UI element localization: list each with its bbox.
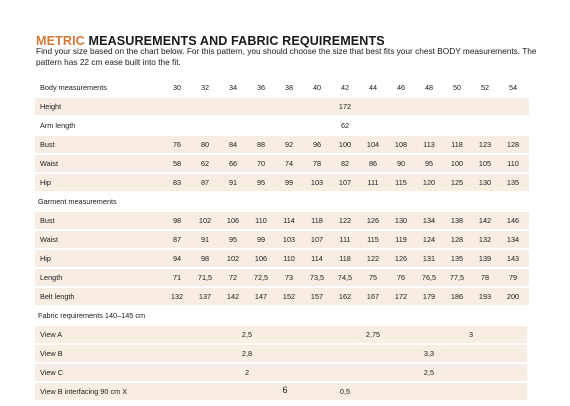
body-waist-label: Waist bbox=[35, 155, 163, 172]
size-cell: 52 bbox=[471, 79, 499, 96]
table-cell: 95 bbox=[219, 231, 247, 248]
table-cell: 146 bbox=[499, 212, 527, 229]
table-cell: 86 bbox=[359, 155, 387, 172]
fabric-header-row bbox=[35, 307, 529, 324]
body-bust-label: Bust bbox=[35, 136, 163, 153]
table-cell: 193 bbox=[471, 288, 499, 305]
garment-hip-label: Hip bbox=[35, 250, 163, 267]
size-cell: 48 bbox=[415, 79, 443, 96]
table-cell: 106 bbox=[219, 212, 247, 229]
body-waist-row bbox=[35, 155, 529, 172]
table-cell: 91 bbox=[191, 231, 219, 248]
table-cell: 113 bbox=[415, 136, 443, 153]
title-accent: METRIC bbox=[36, 34, 85, 48]
table-cell: 77,5 bbox=[443, 269, 471, 286]
table-cell: 102 bbox=[191, 212, 219, 229]
table-cell: 142 bbox=[471, 212, 499, 229]
table-cell: 75 bbox=[359, 269, 387, 286]
table-cell: 143 bbox=[499, 250, 527, 267]
table-cell: 106 bbox=[247, 250, 275, 267]
garment-bust-row bbox=[35, 212, 529, 229]
table-cell: 125 bbox=[443, 174, 471, 191]
table-cell: 107 bbox=[331, 174, 359, 191]
table-cell: 124 bbox=[415, 231, 443, 248]
table-cell: 76 bbox=[163, 136, 191, 153]
table-cell: 110 bbox=[247, 212, 275, 229]
table-cell: 134 bbox=[415, 212, 443, 229]
garment-hip-row bbox=[35, 250, 529, 267]
fabric-view-a-range-3: 3 bbox=[415, 326, 527, 343]
table-cell: 99 bbox=[275, 174, 303, 191]
size-cell: 36 bbox=[247, 79, 275, 96]
table-cell: 110 bbox=[499, 155, 527, 172]
table-cell: 138 bbox=[443, 212, 471, 229]
garment-length-row bbox=[35, 269, 529, 286]
table-cell: 98 bbox=[163, 212, 191, 229]
table-cell: 74 bbox=[275, 155, 303, 172]
table-cell: 134 bbox=[499, 231, 527, 248]
table-cell: 137 bbox=[191, 288, 219, 305]
table-cell: 111 bbox=[331, 231, 359, 248]
size-cell: 46 bbox=[387, 79, 415, 96]
table-cell: 132 bbox=[471, 231, 499, 248]
fabric-header-label: Fabric requirements 140–145 cm bbox=[35, 307, 527, 324]
table-cell: 72 bbox=[219, 269, 247, 286]
table-cell: 135 bbox=[499, 174, 527, 191]
table-cell: 98 bbox=[191, 250, 219, 267]
table-cell: 114 bbox=[303, 250, 331, 267]
size-cell: 40 bbox=[303, 79, 331, 96]
table-cell: 108 bbox=[387, 136, 415, 153]
fabric-view-c-label: View C bbox=[35, 364, 163, 381]
height-label: Height bbox=[35, 98, 163, 115]
height-row bbox=[35, 98, 529, 115]
fabric-view-b-row bbox=[35, 345, 529, 362]
table-cell: 167 bbox=[359, 288, 387, 305]
arm-length-label: Arm length bbox=[35, 117, 163, 134]
table-cell: 152 bbox=[275, 288, 303, 305]
table-cell: 126 bbox=[359, 212, 387, 229]
table-cell: 88 bbox=[247, 136, 275, 153]
table-cell: 115 bbox=[359, 231, 387, 248]
table-cell: 162 bbox=[331, 288, 359, 305]
size-cell: 34 bbox=[219, 79, 247, 96]
table-cell: 66 bbox=[219, 155, 247, 172]
table-cell: 100 bbox=[443, 155, 471, 172]
table-cell: 100 bbox=[331, 136, 359, 153]
garment-header-row bbox=[35, 193, 529, 210]
table-cell: 82 bbox=[331, 155, 359, 172]
body-header-row bbox=[35, 79, 529, 96]
garment-belt-row bbox=[35, 288, 529, 305]
table-cell: 111 bbox=[359, 174, 387, 191]
table-cell: 122 bbox=[331, 212, 359, 229]
body-hip-row bbox=[35, 174, 529, 191]
fabric-interfacing-label: View B interfacing 90 cm X bbox=[35, 383, 163, 400]
body-header-label: Body measurements bbox=[35, 79, 163, 96]
size-cell: 42 bbox=[331, 79, 359, 96]
table-cell: 126 bbox=[387, 250, 415, 267]
table-cell: 95 bbox=[247, 174, 275, 191]
table-cell: 95 bbox=[415, 155, 443, 172]
table-cell: 107 bbox=[303, 231, 331, 248]
garment-bust-label: Bust bbox=[35, 212, 163, 229]
table-cell: 114 bbox=[275, 212, 303, 229]
table-cell: 76 bbox=[387, 269, 415, 286]
table-cell: 90 bbox=[387, 155, 415, 172]
fabric-view-b-range-2: 3,3 bbox=[331, 345, 527, 362]
garment-waist-row bbox=[35, 231, 529, 248]
fabric-view-b-range-1: 2,8 bbox=[163, 345, 331, 362]
table-cell: 142 bbox=[219, 288, 247, 305]
page-number: 6 bbox=[282, 385, 288, 395]
table-cell: 94 bbox=[163, 250, 191, 267]
fabric-view-a-range-1: 2,5 bbox=[163, 326, 331, 343]
table-cell: 110 bbox=[275, 250, 303, 267]
garment-belt-label: Belt length bbox=[35, 288, 163, 305]
table-cell: 172 bbox=[387, 288, 415, 305]
table-cell: 123 bbox=[471, 136, 499, 153]
table-cell: 73,5 bbox=[303, 269, 331, 286]
garment-header-label: Garment measurements bbox=[35, 193, 527, 210]
table-cell: 135 bbox=[443, 250, 471, 267]
table-cell: 118 bbox=[331, 250, 359, 267]
size-cell: 50 bbox=[443, 79, 471, 96]
fabric-view-c-range-1: 2 bbox=[163, 364, 331, 381]
size-cell: 54 bbox=[499, 79, 527, 96]
table-cell: 87 bbox=[191, 174, 219, 191]
table-cell: 131 bbox=[415, 250, 443, 267]
fabric-view-c-row bbox=[35, 364, 529, 381]
body-hip-label: Hip bbox=[35, 174, 163, 191]
table-cell: 132 bbox=[163, 288, 191, 305]
table-cell: 79 bbox=[499, 269, 527, 286]
size-cell: 30 bbox=[163, 79, 191, 96]
table-cell: 91 bbox=[219, 174, 247, 191]
table-cell: 84 bbox=[219, 136, 247, 153]
table-cell: 76,5 bbox=[415, 269, 443, 286]
table-cell: 128 bbox=[443, 231, 471, 248]
table-cell: 87 bbox=[163, 231, 191, 248]
table-cell: 58 bbox=[163, 155, 191, 172]
fabric-view-a-range-2: 2,75 bbox=[331, 326, 415, 343]
fabric-view-c-range-2: 2,5 bbox=[331, 364, 527, 381]
table-cell: 83 bbox=[163, 174, 191, 191]
table-cell: 74,5 bbox=[331, 269, 359, 286]
table-cell: 99 bbox=[247, 231, 275, 248]
body-bust-row bbox=[35, 136, 529, 153]
table-cell: 102 bbox=[219, 250, 247, 267]
table-cell: 78 bbox=[471, 269, 499, 286]
table-cell: 118 bbox=[303, 212, 331, 229]
table-cell: 78 bbox=[303, 155, 331, 172]
title-rest: MEASUREMENTS AND FABRIC REQUIREMENTS bbox=[88, 34, 385, 48]
table-cell: 130 bbox=[471, 174, 499, 191]
height-value: 172 bbox=[163, 98, 527, 115]
table-cell: 186 bbox=[443, 288, 471, 305]
fabric-view-a-row bbox=[35, 326, 529, 343]
table-cell: 122 bbox=[359, 250, 387, 267]
fabric-view-a-label: View A bbox=[35, 326, 163, 343]
garment-waist-label: Waist bbox=[35, 231, 163, 248]
size-cell: 38 bbox=[275, 79, 303, 96]
table-cell: 72,5 bbox=[247, 269, 275, 286]
table-cell: 115 bbox=[387, 174, 415, 191]
size-cell: 44 bbox=[359, 79, 387, 96]
table-cell: 73 bbox=[275, 269, 303, 286]
table-cell: 128 bbox=[499, 136, 527, 153]
table-cell: 130 bbox=[387, 212, 415, 229]
table-cell: 96 bbox=[303, 136, 331, 153]
table-cell: 157 bbox=[303, 288, 331, 305]
garment-length-label: Length bbox=[35, 269, 163, 286]
intro-text: Find your size based on the chart below. For this pattern, you should choose the size that best fits your chest BODY measurements. The pattern has 22 cm ease built into the fit. bbox=[36, 46, 537, 67]
table-cell: 71,5 bbox=[191, 269, 219, 286]
table-cell: 200 bbox=[499, 288, 527, 305]
table-cell: 179 bbox=[415, 288, 443, 305]
table-cell: 118 bbox=[443, 136, 471, 153]
table-cell: 105 bbox=[471, 155, 499, 172]
table-cell: 104 bbox=[359, 136, 387, 153]
arm-length-row bbox=[35, 117, 529, 134]
table-cell: 147 bbox=[247, 288, 275, 305]
table-cell: 120 bbox=[415, 174, 443, 191]
arm-length-value: 62 bbox=[163, 117, 527, 134]
size-cell: 32 bbox=[191, 79, 219, 96]
table-cell: 70 bbox=[247, 155, 275, 172]
measurements-table bbox=[35, 77, 529, 402]
fabric-view-b-label: View B bbox=[35, 345, 163, 362]
table-cell: 62 bbox=[191, 155, 219, 172]
table-cell: 103 bbox=[275, 231, 303, 248]
table-cell: 80 bbox=[191, 136, 219, 153]
fabric-interfacing-value: 0,5 bbox=[163, 383, 527, 400]
table-cell: 92 bbox=[275, 136, 303, 153]
table-cell: 103 bbox=[303, 174, 331, 191]
table-cell: 139 bbox=[471, 250, 499, 267]
table-cell: 71 bbox=[163, 269, 191, 286]
table-cell: 119 bbox=[387, 231, 415, 248]
